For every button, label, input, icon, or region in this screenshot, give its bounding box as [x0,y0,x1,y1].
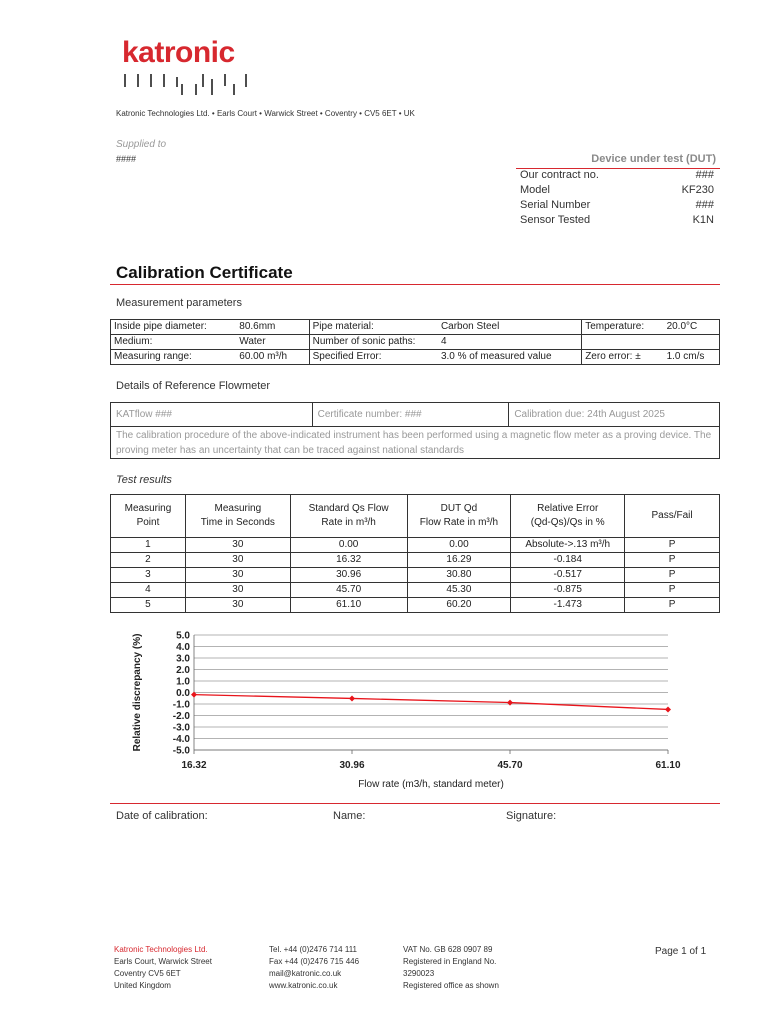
data-point [665,706,671,712]
dut-row [520,169,714,181]
measurement-heading: Measurement parameters [116,297,242,309]
dut-row-label: Our contract no. [520,169,599,181]
reference-device: KATflow ### [111,403,313,427]
footer-line: Fax +44 (0)2476 715 446 [269,957,360,966]
brand-logo-ruler [124,74,248,96]
footer-line: Katronic Technologies Ltd. [114,945,208,954]
results-cell: -1.473 [511,598,625,613]
name-label: Name: [333,810,366,822]
footer-line: Earls Court, Warwick Street [114,957,212,966]
reference-due: Calibration due: 24th August 2025 [509,403,720,427]
results-cell: 30.96 [290,568,407,583]
dut-row-label: Model [520,184,550,196]
param-label: Temperature: [582,320,664,335]
y-tick-label: -4.0 [172,734,190,745]
results-cell: 1 [111,538,186,553]
series-line [194,695,668,710]
data-point [349,695,355,701]
results-header-line: Rate in m³/h [321,517,376,528]
supplied-to-label: Supplied to [116,139,167,150]
param-value: 20.0°C [666,321,698,332]
y-tick-label: -1.0 [172,699,190,711]
signature-rule [110,803,720,804]
dut-row-value: ### [695,169,714,181]
table-row [111,568,720,583]
results-cell: Absolute->.13 m³/h [511,538,625,553]
page-number: Page 1 of 1 [655,946,707,957]
results-header-row [111,495,720,538]
param-value: 1.0 cm/s [666,351,705,362]
dut-row-label: Serial Number [520,199,591,211]
y-tick-label: 4.0 [176,642,190,653]
param-label: Zero error: ± [582,350,664,365]
footer-contact [269,944,359,992]
reference-certificate: Certificate number: ### [312,403,509,427]
results-header-line: DUT Qd [440,503,478,514]
param-label [582,335,664,350]
x-axis-label: Flow rate (m3/h, standard meter) [358,779,504,790]
reference-note: The calibration procedure of the above-indicated instrument has been performed using a magnetic flow meter as a proving device. The proving meter has an uncertainty that can be traced against national standards [111,427,720,459]
dut-row [520,199,714,211]
param-value: Carbon Steel [440,321,500,332]
results-cell: 0.00 [290,538,407,553]
results-header-line: (Qd-Qs)/Qs in % [530,517,605,528]
results-cell: 0.00 [407,538,511,553]
results-heading: Test results [116,474,172,486]
footer-email-link[interactable]: mail@katronic.co.uk [269,969,342,978]
y-tick-label: 0.0 [176,688,190,699]
measurement-row [111,350,720,365]
measurement-row [111,335,720,350]
footer-line: Coventry CV5 6ET [114,969,181,978]
param-label: Specified Error: [309,350,438,365]
results-cell: 60.20 [407,598,511,613]
dut-row-label: Sensor Tested [520,214,591,226]
results-cell: -0.184 [511,553,625,568]
brand-logo-text: katronic [122,36,235,69]
footer-line: United Kingdom [114,981,171,990]
results-cell: 16.29 [407,553,511,568]
results-cell: P [625,553,720,568]
measurement-row [111,320,720,335]
results-header [111,495,186,538]
footer-registration [403,944,499,992]
param-label: Measuring range: [114,351,192,362]
results-cell: 2 [111,553,186,568]
footer-line: Registered in England No. [403,957,497,966]
param-value: 4 [440,336,447,347]
results-table [110,494,720,613]
results-cell: -0.517 [511,568,625,583]
y-tick-label: -2.0 [172,711,190,722]
y-tick-label: -5.0 [172,745,190,757]
results-header-line: Relative Error [537,503,599,514]
results-header-line: Flow Rate in m³/h [419,517,499,528]
y-tick-label: 2.0 [176,665,190,676]
results-cell: P [625,598,720,613]
footer-line: Tel. +44 (0)2476 714 111 [269,945,357,954]
results-cell: 30 [185,583,290,598]
footer-company [114,944,212,992]
param-value [664,335,720,350]
results-cell: 5 [111,598,186,613]
results-cell: 16.32 [290,553,407,568]
param-value: Water [239,336,266,347]
results-cell: 30.80 [407,568,511,583]
reference-table [110,402,720,459]
dut-row-value: K1N [692,214,714,226]
x-tick-label: 61.10 [655,760,681,771]
results-cell: 4 [111,583,186,598]
results-cell: 30 [185,598,290,613]
y-tick-label: 5.0 [176,630,190,642]
results-cell: P [625,538,720,553]
results-header [625,495,720,538]
dut-row [520,184,714,196]
data-point [507,700,513,706]
relative-discrepancy-chart [110,622,720,798]
company-address: Katronic Technologies Ltd. • Earls Court • Warwick Street • Coventry • CV5 6ET • UK [116,109,415,118]
dut-row-value: KF230 [681,184,714,196]
results-header-line: Measuring [124,503,172,514]
results-header-line: Standard Qs Flow [308,503,389,514]
results-cell: 61.10 [290,598,407,613]
results-cell: 30 [185,568,290,583]
param-value: 80.6mm [239,321,276,332]
dut-row [520,214,714,226]
table-row [111,553,720,568]
footer-website-link[interactable]: www.katronic.co.uk [269,981,338,990]
table-row [111,598,720,613]
results-header-line: Point [136,517,160,528]
results-cell: 3 [111,568,186,583]
param-value: 3.0 % of measured value [440,351,552,362]
param-label: Medium: [114,336,153,347]
param-label: Pipe material: [309,320,438,335]
date-of-calibration-label: Date of calibration: [116,810,208,822]
results-header-line: Time in Seconds [200,517,275,528]
reference-heading: Details of Reference Flowmeter [116,380,271,392]
y-tick-label: 1.0 [176,676,190,688]
title-rule [110,284,720,285]
table-row [111,583,720,598]
results-header-line: Measuring [214,503,262,514]
certificate-title: Calibration Certificate [116,263,293,282]
param-label: Number of sonic paths: [309,335,438,350]
results-cell: 30 [185,553,290,568]
y-axis-label: Relative discrepancy (%) [132,633,143,752]
results-cell: P [625,583,720,598]
reference-row [111,427,720,459]
results-header-line: Pass/Fail [651,510,693,521]
results-cell: P [625,568,720,583]
signature-label: Signature: [506,810,557,822]
dut-title: Device under test (DUT) [591,153,716,165]
y-tick-label: 3.0 [176,653,190,665]
param-label: Inside pipe diameter: [114,321,207,332]
results-cell: 30 [185,538,290,553]
reference-row [111,403,720,427]
footer-line: 3290023 [403,969,435,978]
supplied-to-value: #### [116,154,137,164]
footer-line: VAT No. GB 628 0907 89 [403,945,493,954]
dut-row-value: ### [695,199,714,211]
results-cell: 45.30 [407,583,511,598]
x-tick-label: 16.32 [181,760,207,771]
results-header [511,495,625,538]
results-header [407,495,511,538]
footer-line: Registered office as shown [403,981,499,990]
results-cell: -0.875 [511,583,625,598]
results-header [290,495,407,538]
results-cell: 45.70 [290,583,407,598]
x-tick-label: 45.70 [497,760,523,771]
table-row [111,538,720,553]
y-tick-label: -3.0 [172,722,190,734]
x-tick-label: 30.96 [339,760,365,771]
results-header [185,495,290,538]
measurement-table [110,319,720,365]
param-value: 60.00 m³/h [239,351,288,362]
